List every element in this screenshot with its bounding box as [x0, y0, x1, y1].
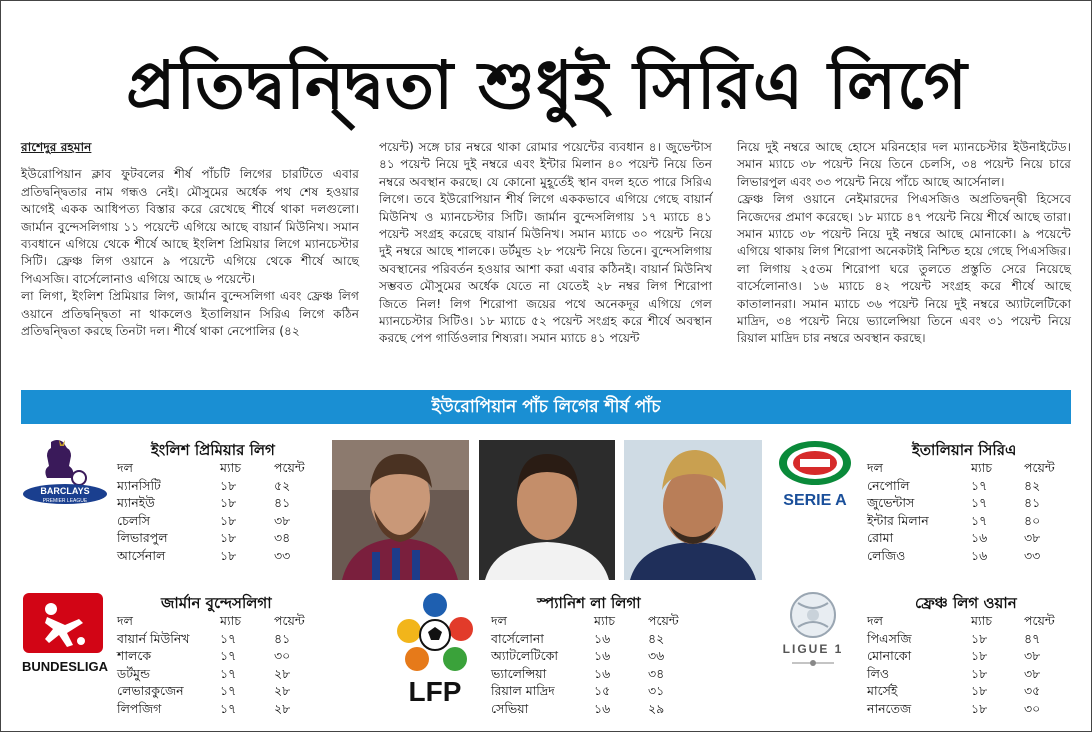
cell-match: ১৮	[220, 530, 237, 546]
standings-table-seriea	[867, 459, 1074, 565]
table-row	[867, 547, 1074, 565]
article-column-1	[21, 139, 359, 340]
header-team: দল	[117, 460, 133, 475]
cell-team: নেপোলি	[867, 477, 910, 493]
table-row	[867, 477, 1074, 495]
ligue1-ball-icon	[778, 589, 848, 671]
cell-points: ৪২	[1024, 477, 1041, 493]
cell-team: ম্যানইউ	[117, 495, 155, 511]
cell-match: ১৮	[220, 495, 237, 511]
cell-match: ১৭	[220, 700, 237, 716]
standings-banner: ইউরোপিয়ান পাঁচ লিগের শীর্ষ পাঁচ	[21, 390, 1071, 424]
header-points: পয়েন্ট	[274, 613, 305, 628]
cell-team: ইন্টার মিলান	[867, 512, 929, 528]
bundesliga-logo	[21, 591, 109, 677]
table-row	[867, 700, 1074, 718]
cell-points: ৩৮	[1024, 665, 1041, 681]
table-row	[117, 700, 324, 718]
cell-points: ৩১	[648, 683, 665, 699]
table-row	[117, 529, 324, 547]
cell-match: ১৭	[971, 477, 988, 493]
lfp-ball-icon	[395, 589, 479, 707]
cell-points: ৫২	[274, 477, 291, 493]
cell-match: ১৬	[594, 665, 611, 681]
cell-match: ১৭	[220, 648, 237, 664]
cell-points: ২৮	[274, 700, 291, 716]
article-paragraph: ইউরোপিয়ান ক্লাব ফুটবলের শীর্ষ পাঁচটি লিগের চারটিতে এবার প্রতিদ্বন্দ্বিতার নাম গন্ধও নেই। মৌসুমের অর্ধেক পথ শেষ হওয়ার আগেই একক আধিপত্য বিস্তার করে রেখেছে শীর্ষে থাকা দলগুলো। জার্মান বুন্দেসলিগায় ১১ পয়েন্টে এগিয়ে আছে বায়ার্ন মিউনিখ। সমান ব্যবধানে এগিয়ে থেকে শীর্ষে আছে ইংলিশ প্রিমিয়ার লিগে ম্যানচেস্টার সিটি। ফ্রেঞ্চ লিগ ওয়ানে ৯ পয়েন্টে এগিয়ে থেকে শীর্ষে আছে পিএসজি। বার্সেলোনাও এগিয়ে আছে ৬ পয়েন্টে।	[21, 167, 359, 286]
cell-team: সেভিয়া	[491, 700, 529, 716]
table-row	[867, 529, 1074, 547]
table-row	[117, 630, 324, 648]
table-row	[491, 682, 698, 700]
epl-logo-line2: PREMIER LEAGUE	[42, 498, 88, 504]
article-paragraph: পয়েন্ট) সঙ্গে চার নম্বরে থাকা রোমার পয়েন্টের ব্যবধান ৪। জুভেন্টাস ৪১ পয়েন্ট নিয়ে দুই নম্বরে এবং ইন্টার মিলান ৪০ পয়েন্ট নিয়ে তিন নম্বরে অবস্থান করছে। যে কোনো মুহূর্তেই স্থান বদল হতে পারে সিরিএ লিগে। তবে ইউরোপিয়ান শীর্ষ লিগে এককভাবে এগিয়ে গেছে বায়ার্ন মিউনিখ ও ম্যানচেস্টার সিটি। জার্মান বুন্দেসলিগায় ১৭ ম্যাচে ৪১ পয়েন্ট সংগ্রহ করেছে বায়ার্ন মিউনিখ। সমান ম্যাচে ৩০ পয়েন্ট নিয়ে দুই নম্বরে আছে শালকে। ডর্টমুন্ড ২৮ পয়েন্ট নিয়ে তিনে। বুন্দেসলিগায় অবস্থানের পরিবর্তন হওয়ার আশা করা এবার কঠিনই। বায়ার্ন মিউনিখ সম্ভবত মৌসুমের অর্ধেক যেতে না যেতেই ২৮ নম্বর লিগ শিরোপা জিতে নিল! লিগ শিরোপা জয়ের পথে অনেকদূর এগিয়ে গেল ম্যানচেস্টার সিটিও। ১৮ ম্যাচে ৫২ পয়েন্ট সংগ্রহ করে শীর্ষে অবস্থান করছে পেপ গার্ডিওলার শিষ্যরা। সমান ম্যাচে ৪১ পয়েন্ট	[379, 140, 712, 346]
player-photo-neymar	[624, 440, 762, 580]
cell-match: ১৫	[594, 683, 611, 699]
cell-team: লেজিও	[867, 547, 906, 563]
header-team: দল	[867, 613, 883, 628]
header-match: ম্যাচ	[220, 460, 241, 475]
serie-a-shield-icon	[776, 439, 854, 509]
standings-table-laliga	[491, 612, 698, 718]
header-team: দল	[491, 613, 507, 628]
header-team: দল	[117, 613, 133, 628]
serie-a-logo	[776, 439, 854, 509]
cell-points: ২৮	[274, 665, 291, 681]
header-match: ম্যাচ	[220, 613, 241, 628]
cell-team: আর্সেনাল	[117, 547, 166, 563]
header-match: ম্যাচ	[594, 613, 615, 628]
table-row	[117, 494, 324, 512]
league-title-bundesliga: জার্মান বুন্দেসলিগা	[161, 594, 272, 612]
table-header-row	[867, 612, 1074, 630]
bundesliga-logo-text: BUNDESLIGA	[22, 659, 108, 674]
cell-team: চেলসি	[117, 512, 150, 528]
league-title-laliga: স্প্যানিশ লা লিগা	[537, 594, 641, 612]
cell-match: ১৬	[594, 700, 611, 716]
epl-logo-line1: BARCLAYS	[40, 486, 90, 496]
cell-team: রোমা	[867, 530, 894, 546]
table-row	[867, 630, 1074, 648]
cell-match: ১৭	[220, 630, 237, 646]
league-title-epl: ইংলিশ প্রিমিয়ার লিগ	[151, 441, 275, 459]
league-title-seriea: ইতালিয়ান সিরিএ	[912, 441, 1017, 459]
cell-match: ১৬	[594, 648, 611, 664]
cell-points: ৩৩	[274, 547, 291, 563]
article-paragraph: লা লিগা, ইংলিশ প্রিমিয়ার লিগ, জার্মান বুন্দেসলিগা এবং ফ্রেঞ্চ লিগ ওয়ানে প্রতিদ্বন্দ্বিতা না থাকলেও ইতালিয়ান সিরিএ লিগে কঠিন প্রতিদ্বন্দ্বিতা করছে তিনটা দল। শীর্ষে থাকা নেপোলির (৪২	[21, 289, 359, 339]
cell-team: মোনাকো	[867, 648, 912, 664]
league-title-ligue1: ফ্রেঞ্চ লিগ ওয়ান	[915, 594, 1017, 612]
article-column-3	[737, 139, 1071, 348]
cell-match: ১৬	[971, 547, 988, 563]
cell-team: লিভারপুল	[117, 530, 168, 546]
cell-match: ১৮	[971, 683, 988, 699]
cell-match: ১৭	[971, 512, 988, 528]
table-header-row	[117, 612, 324, 630]
table-header-row	[867, 459, 1074, 477]
cell-team: রিয়াল মাদ্রিদ	[491, 683, 555, 699]
table-row	[491, 630, 698, 648]
cell-match: ১৮	[220, 547, 237, 563]
cell-points: ৩৮	[1024, 530, 1041, 546]
cell-team: ম্যানসিটি	[117, 477, 161, 493]
premier-league-lion-icon	[21, 438, 109, 506]
table-row	[117, 682, 324, 700]
table-header-row	[117, 459, 324, 477]
ligue1-logo-text: LIGUE 1	[782, 642, 844, 656]
article-paragraph: ফ্রেঞ্চ লিগ ওয়ানে নেইমারদের পিএসজিও অপ্রতিদ্বন্দ্বী হিসেবে নিজেদের প্রমাণ করেছে। ১৮ ম্যাচে ৪৭ পয়েন্ট নিয়ে শীর্ষে আছে তারা। সমান ম্যাচে ৩৮ পয়েন্ট নিয়ে দুই নম্বরে আছে মোনাকো। ৯ পয়েন্টে এগিয়ে থাকায় লিগ শিরোপা অনেকটাই নিশ্চিত হয়ে গেছে পিএসজির। লা লিগায় ২৫তম শিরোপা ঘরে তুলতে প্রস্তুতি সেরে নিয়েছে বার্সেলোনাও। ১৬ ম্যাচে ৪২ পয়েন্ট সংগ্রহ করে শীর্ষে আছে কাতালানরা। সমান ম্যাচে ৩৬ পয়েন্ট নিয়ে দুই নম্বরে অ্যাটলেটিকো মাদ্রিদ, ৩৪ পয়েন্ট নিয়ে ভ্যালেন্সিয়া তিনে এবং ৩১ পয়েন্ট নিয়ে রিয়াল মাদ্রিদ চার নম্বরে অবস্থান করছে।	[737, 192, 1071, 346]
laliga-logo-text: LFP	[408, 676, 462, 707]
player-photo-ronaldo	[479, 440, 615, 580]
cell-match: ১৮	[971, 665, 988, 681]
cell-team: শালকে	[117, 648, 152, 664]
headline: প্রতিদ্বন্দ্বিতা শুধুই সিরিএ লিগে	[126, 47, 968, 124]
table-row	[867, 682, 1074, 700]
cell-points: ৩৫	[1024, 683, 1041, 699]
cell-points: ৪১	[1024, 495, 1041, 511]
standings-table-epl	[117, 459, 324, 565]
table-row	[117, 512, 324, 530]
table-row	[117, 547, 324, 565]
cell-points: ৩৮	[1024, 648, 1041, 664]
cell-points: ২৯	[648, 700, 665, 716]
table-header-row	[491, 612, 698, 630]
table-row	[867, 494, 1074, 512]
header-team: দল	[867, 460, 883, 475]
article-paragraph: নিয়ে দুই নম্বরে আছে হোসে মরিনহোর দল ম্যানচেস্টার ইউনাইটেড। সমান ম্যাচে ৩৮ পয়েন্ট নিয়ে তিনে চেলসি, ৩৪ পয়েন্ট নিয়ে চারে লিভারপুল এবং ৩৩ পয়েন্ট নিয়ে পাঁচে আছে আর্সেনাল।	[737, 140, 1071, 189]
cell-team: লিও	[867, 665, 890, 681]
cell-points: ৩০	[1024, 700, 1041, 716]
table-row	[491, 665, 698, 683]
header-points: পয়েন্ট	[274, 460, 305, 475]
cell-points: ৪৭	[1024, 630, 1041, 646]
cell-match: ১৮	[971, 700, 988, 716]
cell-team: বার্সেলোনা	[491, 630, 544, 646]
cell-match: ১৭	[220, 683, 237, 699]
cell-match: ১৮	[971, 630, 988, 646]
byline: রাশেদুর রহমান	[21, 140, 92, 154]
cell-team: লেভারকুজেন	[117, 683, 184, 699]
cell-team: ভ্যালেন্সিয়া	[491, 665, 547, 681]
cell-points: ৪২	[648, 630, 665, 646]
table-row	[491, 700, 698, 718]
cell-team: লিপজিগ	[117, 700, 162, 716]
table-row	[867, 512, 1074, 530]
article-column-2	[379, 139, 712, 348]
cell-points: ৪১	[274, 630, 291, 646]
cell-match: ১৭	[971, 495, 988, 511]
cell-team: নানতেজ	[867, 700, 912, 716]
cell-team: অ্যাটলেটিকো	[491, 648, 559, 664]
table-row	[491, 647, 698, 665]
cell-points: ৩০	[274, 648, 291, 664]
header-match: ম্যাচ	[971, 460, 992, 475]
table-row	[867, 647, 1074, 665]
header-points: পয়েন্ট	[1024, 613, 1055, 628]
cell-points: ৪১	[274, 495, 291, 511]
header-points: পয়েন্ট	[648, 613, 679, 628]
cell-match: ১৮	[220, 512, 237, 528]
table-row	[117, 665, 324, 683]
cell-match: ১৬	[971, 530, 988, 546]
table-row	[117, 647, 324, 665]
cell-team: মার্সেই	[867, 683, 898, 699]
cell-match: ১৮	[971, 648, 988, 664]
ligue1-logo	[778, 589, 848, 671]
standings-table-bundesliga	[117, 612, 324, 718]
premier-league-logo	[21, 438, 109, 506]
standings-table-ligue1	[867, 612, 1074, 718]
header-points: পয়েন্ট	[1024, 460, 1055, 475]
table-row	[117, 477, 324, 495]
cell-points: ৪০	[1024, 512, 1041, 528]
cell-team: জুভেন্টাস	[867, 495, 915, 511]
player-photo-messi	[332, 440, 469, 580]
cell-match: ১৭	[220, 665, 237, 681]
bundesliga-player-icon	[21, 591, 109, 677]
cell-points: ৩৪	[274, 530, 291, 546]
table-row	[867, 665, 1074, 683]
cell-points: ৩৬	[648, 648, 665, 664]
cell-match: ১৮	[220, 477, 237, 493]
cell-points: ২৮	[274, 683, 291, 699]
cell-points: ৩৮	[274, 512, 291, 528]
serie-a-logo-text: SERIE A	[783, 492, 847, 509]
cell-points: ৩৪	[648, 665, 665, 681]
cell-points: ৩৩	[1024, 547, 1041, 563]
laliga-logo	[395, 589, 479, 707]
cell-team: ডর্টমুন্ড	[117, 665, 150, 681]
header-match: ম্যাচ	[971, 613, 992, 628]
cell-team: পিএসজি	[867, 630, 912, 646]
cell-match: ১৬	[594, 630, 611, 646]
cell-team: বায়ার্ন মিউনিখ	[117, 630, 190, 646]
